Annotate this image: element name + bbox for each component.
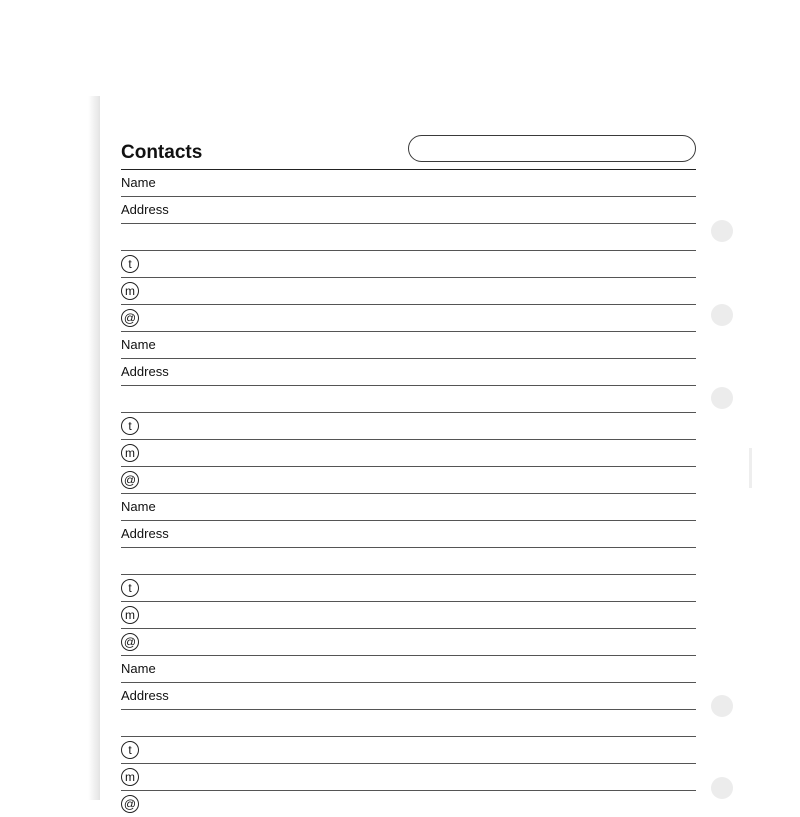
- name-label: Name: [121, 337, 156, 352]
- phone-row[interactable]: [121, 412, 696, 439]
- address-continuation-row[interactable]: [121, 547, 696, 574]
- email-row[interactable]: [121, 466, 696, 493]
- name-label: Name: [121, 661, 156, 676]
- email-icon: @: [121, 471, 139, 489]
- mobile-icon: m: [121, 444, 139, 462]
- mobile-icon: m: [121, 768, 139, 786]
- binder-hole-icon: [711, 220, 733, 242]
- phone-row[interactable]: [121, 574, 696, 601]
- mobile-row[interactable]: [121, 277, 696, 304]
- address-continuation-row[interactable]: [121, 385, 696, 412]
- address-label: Address: [121, 364, 169, 379]
- name-label: Name: [121, 499, 156, 514]
- address-continuation-row[interactable]: [121, 223, 696, 250]
- mobile-row[interactable]: [121, 763, 696, 790]
- email-icon: @: [121, 309, 139, 327]
- phone-icon: t: [121, 255, 139, 273]
- name-row[interactable]: [121, 331, 696, 358]
- address-row[interactable]: [121, 358, 696, 385]
- address-label: Address: [121, 688, 169, 703]
- address-label: Address: [121, 526, 169, 541]
- email-row[interactable]: [121, 628, 696, 655]
- name-label: Name: [121, 175, 156, 190]
- name-row[interactable]: [121, 655, 696, 682]
- address-row[interactable]: [121, 682, 696, 709]
- phone-icon: t: [121, 741, 139, 759]
- phone-row[interactable]: [121, 250, 696, 277]
- name-row[interactable]: [121, 169, 696, 196]
- email-row[interactable]: [121, 790, 696, 817]
- phone-icon: t: [121, 579, 139, 597]
- address-row[interactable]: [121, 520, 696, 547]
- title-field[interactable]: [408, 135, 696, 162]
- phone-icon: t: [121, 417, 139, 435]
- email-icon: @: [121, 633, 139, 651]
- binder-hole-icon: [711, 304, 733, 326]
- email-row[interactable]: [121, 304, 696, 331]
- mobile-icon: m: [121, 606, 139, 624]
- page-title: Contacts: [121, 142, 203, 163]
- name-row[interactable]: [121, 493, 696, 520]
- address-label: Address: [121, 202, 169, 217]
- mobile-row[interactable]: [121, 601, 696, 628]
- mobile-row[interactable]: [121, 439, 696, 466]
- email-icon: @: [121, 795, 139, 813]
- page-edge-mark: [749, 448, 752, 488]
- phone-row[interactable]: [121, 736, 696, 763]
- binder-hole-icon: [711, 695, 733, 717]
- binder-hole-icon: [711, 387, 733, 409]
- address-continuation-row[interactable]: [121, 709, 696, 736]
- mobile-icon: m: [121, 282, 139, 300]
- address-row[interactable]: [121, 196, 696, 223]
- contact-list: [121, 169, 696, 817]
- binder-hole-icon: [711, 777, 733, 799]
